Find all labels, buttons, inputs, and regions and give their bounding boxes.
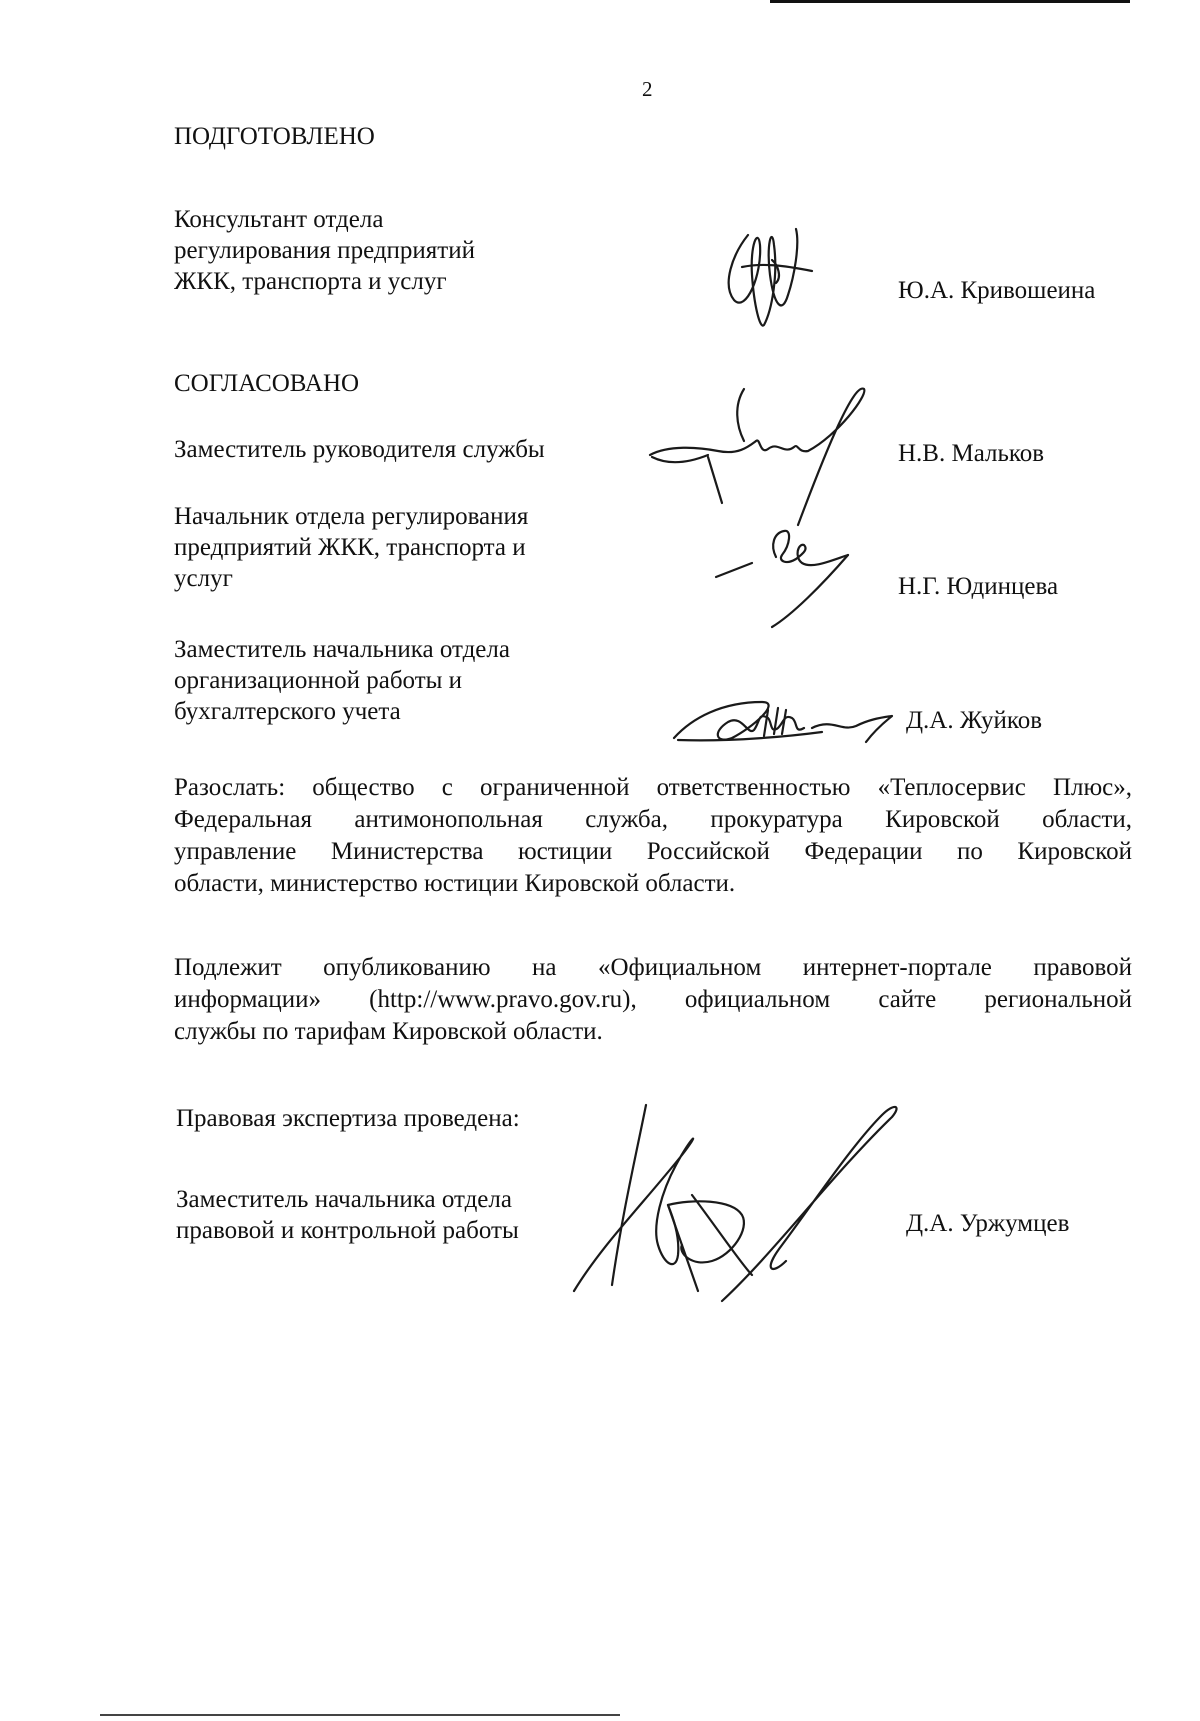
signer-position xyxy=(174,501,528,594)
signer-position-line: предприятий ЖКК, транспорта и xyxy=(174,534,526,561)
prepared-position-line: ЖКК, транспорта и услуг xyxy=(174,268,447,295)
signer-position-line: бухгалтерского учета xyxy=(174,698,401,725)
scan-edge-mark-top xyxy=(770,0,1130,3)
distribution-line: Разослать: общество с ограниченной ответственностью «Теплосервис Плюс», xyxy=(174,774,1132,801)
scan-edge-mark-bottom xyxy=(100,1714,620,1716)
publication-line: Подлежит опубликованию на «Официальном интернет-портале правовой xyxy=(174,954,1132,981)
publication-line: информации» (http://www.pravo.gov.ru), официальном сайте региональной xyxy=(174,986,1132,1013)
prepared-name: Ю.А. Кривошеина xyxy=(898,277,1096,304)
prepared-position xyxy=(174,204,475,297)
signature-yudintseva xyxy=(712,515,862,630)
signature-urzhumtsev xyxy=(572,1095,912,1305)
publication-line: службы по тарифам Кировской области. xyxy=(174,1018,603,1045)
signer-position-line: Заместитель руководителя службы xyxy=(174,436,545,463)
legal-review-position xyxy=(176,1184,519,1246)
signer-position xyxy=(174,434,545,465)
signer-position-line: Начальник отдела регулирования xyxy=(174,503,529,530)
signer-name: Н.Г. Юдинцева xyxy=(898,573,1059,600)
signature-zhuikov xyxy=(672,688,902,748)
signer-position-line: Заместитель начальника отдела xyxy=(174,636,510,663)
prepared-position-line: Консультант отдела xyxy=(174,206,384,233)
agreed-heading: СОГЛАСОВАНО xyxy=(174,370,360,397)
prepared-position-line: регулирования предприятий xyxy=(174,237,475,264)
signer-name: Н.В. Мальков xyxy=(898,440,1045,467)
distribution-line: Федеральная антимонопольная служба, прокуратура Кировской области, xyxy=(174,806,1132,833)
signer-name: Д.А. Жуйков xyxy=(906,707,1043,734)
legal-review-name: Д.А. Уржумцев xyxy=(906,1210,1070,1237)
page-number: 2 xyxy=(642,77,653,101)
distribution-line: управление Министерства юстиции Российской Федерации по Кировской xyxy=(174,838,1132,865)
signer-position-line: организационной работы и xyxy=(174,667,463,694)
legal-review-position-line: Заместитель начальника отдела xyxy=(176,1186,512,1213)
signature-malkov xyxy=(648,385,888,535)
distribution-line: области, министерство юстиции Кировской области. xyxy=(174,870,736,897)
legal-review-position-line: правовой и контрольной работы xyxy=(176,1217,519,1244)
signer-position-line: услуг xyxy=(174,565,233,592)
signer-position xyxy=(174,634,510,727)
legal-review-heading: Правовая экспертиза проведена: xyxy=(176,1105,520,1132)
publication-paragraph xyxy=(174,952,1132,1048)
prepared-heading: ПОДГОТОВЛЕНО xyxy=(174,123,375,150)
distribution-paragraph xyxy=(174,772,1132,900)
signature-krivosheina xyxy=(712,205,832,335)
